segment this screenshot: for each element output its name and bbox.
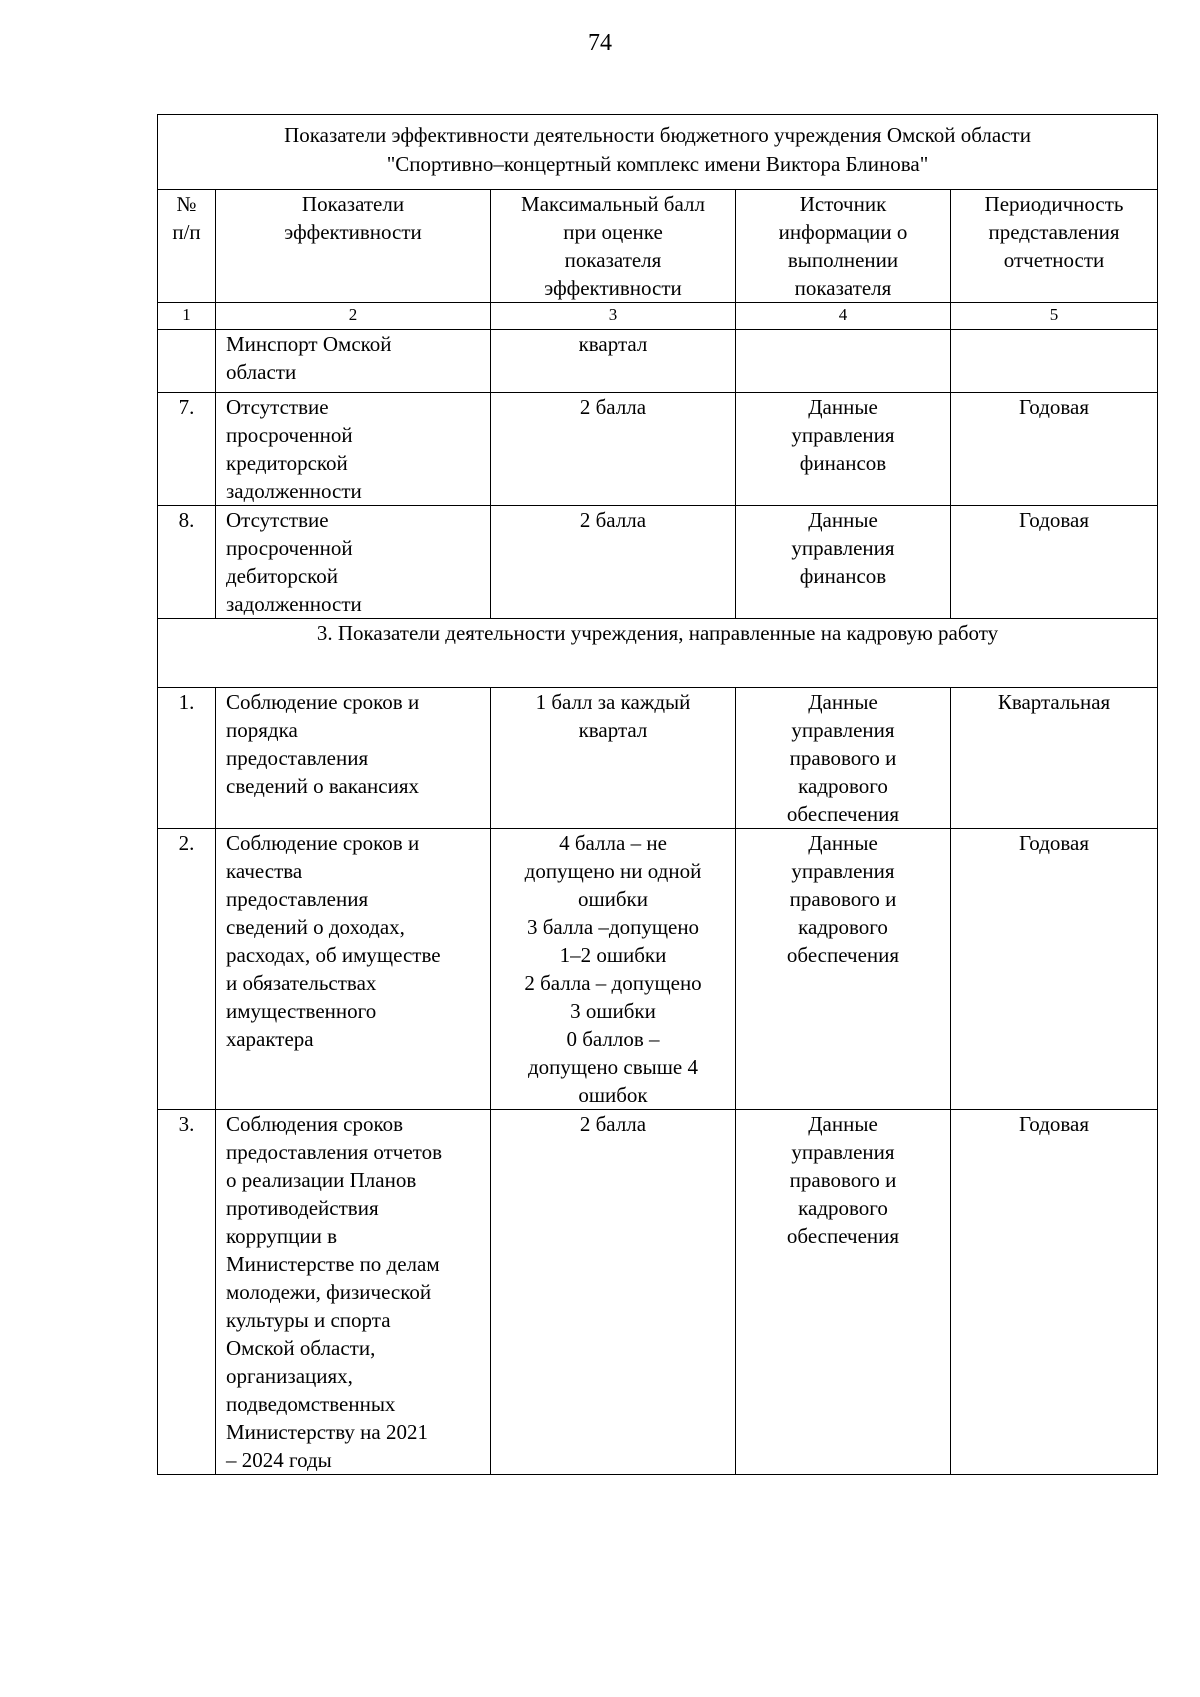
period-cell-line: Квартальная bbox=[997, 690, 1111, 714]
table-title-line-2: "Спортивно–концертный комплекс имени Виктора Блинова" bbox=[386, 152, 929, 176]
column-number-1-line: 1 bbox=[182, 305, 191, 324]
max-score-cell-line: ошибки bbox=[577, 887, 649, 911]
indicator-cell-line: предоставления bbox=[226, 746, 369, 770]
row-number bbox=[158, 829, 216, 1110]
indicator-cell-line: коррупции в bbox=[226, 1224, 337, 1248]
source-cell-line: управления bbox=[791, 536, 895, 560]
period-cell-line: Годовая bbox=[1019, 395, 1090, 419]
max-score-cell-line: 2 балла bbox=[579, 395, 647, 419]
max-score-cell-line: 0 баллов – bbox=[566, 1027, 660, 1051]
source-cell-line: Данные bbox=[808, 508, 878, 532]
indicator-cell bbox=[216, 393, 491, 506]
header-max-score-line: показателя bbox=[564, 248, 662, 272]
max-score-cell-line: 3 балла –допущено bbox=[526, 915, 700, 939]
source-cell-line: Данные bbox=[808, 395, 878, 419]
header-num-line: № bbox=[176, 192, 197, 216]
column-number-4-line: 4 bbox=[838, 305, 848, 324]
source-cell-line: правового и bbox=[789, 887, 897, 911]
indicator-cell-line: предоставления bbox=[226, 887, 369, 911]
source-cell bbox=[736, 688, 951, 829]
row-number bbox=[158, 1110, 216, 1475]
indicator-cell-line: просроченной bbox=[226, 423, 353, 447]
source-cell-line: Данные bbox=[808, 690, 878, 714]
header-num bbox=[158, 190, 216, 303]
row-number-line: 7. bbox=[178, 395, 195, 419]
indicator-cell-line: качества bbox=[226, 859, 303, 883]
max-score-cell-line: квартал bbox=[578, 718, 648, 742]
row-number-line: 3. bbox=[178, 1112, 195, 1136]
indicator-cell-line: культуры и спорта bbox=[226, 1308, 391, 1332]
max-score-cell-line: 1 балл за каждый bbox=[535, 690, 691, 714]
source-cell bbox=[736, 393, 951, 506]
source-cell-line: обеспечения bbox=[786, 802, 900, 826]
indicator-cell-line: области bbox=[226, 360, 297, 384]
table-row bbox=[158, 330, 1158, 393]
source-cell bbox=[736, 829, 951, 1110]
max-score-cell bbox=[491, 829, 736, 1110]
max-score-cell-line: 4 балла – не bbox=[559, 831, 667, 855]
row-number bbox=[158, 393, 216, 506]
max-score-cell-line: 2 балла bbox=[579, 508, 647, 532]
source-cell-line: обеспечения bbox=[786, 1224, 900, 1248]
source-cell-line: кадрового bbox=[798, 915, 888, 939]
max-score-cell-line: ошибок bbox=[578, 1083, 648, 1107]
header-max-score-line: эффективности bbox=[544, 276, 682, 300]
row-number-line: 1. bbox=[178, 690, 195, 714]
indicator-cell-line: кредиторской bbox=[226, 451, 348, 475]
header-source-line: выполнении bbox=[787, 248, 899, 272]
indicator-cell-line: о реализации Планов bbox=[226, 1168, 417, 1192]
indicator-cell-line: сведений о доходах, bbox=[226, 915, 405, 939]
section-row bbox=[158, 619, 1158, 688]
column-numbers-row bbox=[158, 303, 1158, 330]
indicator-cell-line: сведений о вакансиях bbox=[226, 774, 419, 798]
header-source-line: информации о bbox=[778, 220, 908, 244]
header-row bbox=[158, 190, 1158, 303]
indicator-cell-line: Соблюдение сроков и bbox=[226, 831, 420, 855]
indicator-cell-line: задолженности bbox=[226, 592, 362, 616]
max-score-cell bbox=[491, 330, 736, 393]
header-period bbox=[951, 190, 1158, 303]
source-cell bbox=[736, 1110, 951, 1475]
source-cell-line: финансов bbox=[799, 564, 887, 588]
max-score-cell-line: допущено свыше 4 bbox=[528, 1055, 698, 1079]
indicator-cell-line: порядка bbox=[226, 718, 298, 742]
header-indicator-line: эффективности bbox=[284, 220, 422, 244]
column-number-4 bbox=[736, 303, 951, 330]
header-max-score-line: Максимальный балл bbox=[521, 192, 705, 216]
column-number-1 bbox=[158, 303, 216, 330]
column-number-3 bbox=[491, 303, 736, 330]
source-cell-line: управления bbox=[791, 1140, 895, 1164]
indicator-cell-line: Отсутствие bbox=[226, 508, 329, 532]
period-cell bbox=[951, 393, 1158, 506]
header-max-score-line: при оценке bbox=[563, 220, 663, 244]
indicator-cell-line: Министерстве по делам bbox=[226, 1252, 440, 1276]
source-cell-line: правового и bbox=[789, 1168, 897, 1192]
indicator-cell bbox=[216, 688, 491, 829]
header-source-line: показателя bbox=[794, 276, 892, 300]
section-title bbox=[158, 619, 1158, 688]
header-period-line: представления bbox=[988, 220, 1120, 244]
header-source bbox=[736, 190, 951, 303]
indicator-cell-line: – 2024 годы bbox=[226, 1448, 332, 1472]
source-cell-line: управления bbox=[791, 423, 895, 447]
period-cell bbox=[951, 506, 1158, 619]
table-row bbox=[158, 829, 1158, 1110]
header-max-score bbox=[491, 190, 736, 303]
column-number-3-line: 3 bbox=[608, 305, 618, 324]
indicator-cell-line: Соблюдение сроков и bbox=[226, 690, 420, 714]
indicator-cell-line: задолженности bbox=[226, 479, 362, 503]
table-title-line-1: Показатели эффективности деятельности бюджетного учреждения Омской области bbox=[284, 123, 1031, 147]
indicator-cell-line: Омской области, bbox=[226, 1336, 376, 1360]
max-score-cell-line: 3 ошибки bbox=[570, 999, 656, 1023]
table-row bbox=[158, 1110, 1158, 1475]
indicator-cell-line: предоставления отчетов bbox=[226, 1140, 442, 1164]
indicator-cell bbox=[216, 1110, 491, 1475]
indicator-cell-line: имущественного bbox=[226, 999, 377, 1023]
column-number-5 bbox=[951, 303, 1158, 330]
header-indicator-line: Показатели bbox=[301, 192, 405, 216]
period-cell bbox=[951, 688, 1158, 829]
source-cell-line: кадрового bbox=[798, 774, 888, 798]
column-number-2-line: 2 bbox=[348, 305, 358, 324]
column-number-2 bbox=[216, 303, 491, 330]
indicator-cell-line: организациях, bbox=[226, 1364, 353, 1388]
indicator-cell-line: Минспорт Омской bbox=[226, 332, 392, 356]
source-cell-line: финансов bbox=[799, 451, 887, 475]
source-cell bbox=[736, 330, 951, 393]
source-cell-line: управления bbox=[791, 859, 895, 883]
header-num-line: п/п bbox=[172, 220, 201, 244]
row-number-line: 2. bbox=[178, 831, 195, 855]
indicator-cell-line: подведомственных bbox=[226, 1392, 396, 1416]
indicator-cell-line: Соблюдения сроков bbox=[226, 1112, 404, 1136]
header-indicator bbox=[216, 190, 491, 303]
indicator-cell-line: и обязательствах bbox=[226, 971, 377, 995]
max-score-cell bbox=[491, 393, 736, 506]
period-cell-line: Годовая bbox=[1019, 831, 1090, 855]
period-cell bbox=[951, 330, 1158, 393]
row-number bbox=[158, 506, 216, 619]
period-cell-line: Годовая bbox=[1019, 1112, 1090, 1136]
max-score-cell-line: квартал bbox=[578, 332, 648, 356]
max-score-cell-line: 2 балла – допущено bbox=[524, 971, 702, 995]
section-title-line: 3. Показатели деятельности учреждения, направленные на кадровую работу bbox=[316, 621, 999, 645]
indicators-table bbox=[157, 114, 1158, 1475]
indicator-cell-line: дебиторской bbox=[226, 564, 339, 588]
indicator-cell-line: расходах, об имуществе bbox=[226, 943, 441, 967]
table-row bbox=[158, 688, 1158, 829]
indicator-cell-line: Министерству на 2021 bbox=[226, 1420, 428, 1444]
period-cell-line: Годовая bbox=[1019, 508, 1090, 532]
indicator-cell bbox=[216, 330, 491, 393]
max-score-cell bbox=[491, 688, 736, 829]
source-cell-line: кадрового bbox=[798, 1196, 888, 1220]
column-number-5-line: 5 bbox=[1049, 305, 1059, 324]
indicator-cell-line: просроченной bbox=[226, 536, 353, 560]
indicator-cell-line: характера bbox=[226, 1027, 314, 1051]
header-period-line: отчетности bbox=[1003, 248, 1105, 272]
table-row bbox=[158, 506, 1158, 619]
row-number bbox=[158, 330, 216, 393]
source-cell-line: Данные bbox=[808, 831, 878, 855]
max-score-cell bbox=[491, 506, 736, 619]
page-number: 74 bbox=[588, 30, 612, 56]
table-title bbox=[158, 115, 1158, 190]
source-cell-line: обеспечения bbox=[786, 943, 900, 967]
header-source-line: Источник bbox=[799, 192, 887, 216]
max-score-cell bbox=[491, 1110, 736, 1475]
max-score-cell-line: допущено ни одной bbox=[524, 859, 702, 883]
row-number-line: 8. bbox=[178, 508, 195, 532]
header-period-line: Периодичность bbox=[984, 192, 1124, 216]
table-title-row bbox=[158, 115, 1158, 190]
table-row bbox=[158, 393, 1158, 506]
row-number bbox=[158, 688, 216, 829]
source-cell-line: управления bbox=[791, 718, 895, 742]
source-cell-line: правового и bbox=[789, 746, 897, 770]
source-cell-line: Данные bbox=[808, 1112, 878, 1136]
indicator-cell bbox=[216, 506, 491, 619]
max-score-cell-line: 1–2 ошибки bbox=[559, 943, 667, 967]
indicator-cell-line: Отсутствие bbox=[226, 395, 329, 419]
indicator-cell bbox=[216, 829, 491, 1110]
period-cell bbox=[951, 829, 1158, 1110]
source-cell bbox=[736, 506, 951, 619]
indicator-cell-line: молодежи, физической bbox=[226, 1280, 432, 1304]
period-cell bbox=[951, 1110, 1158, 1475]
max-score-cell-line: 2 балла bbox=[579, 1112, 647, 1136]
indicator-cell-line: противодействия bbox=[226, 1196, 379, 1220]
